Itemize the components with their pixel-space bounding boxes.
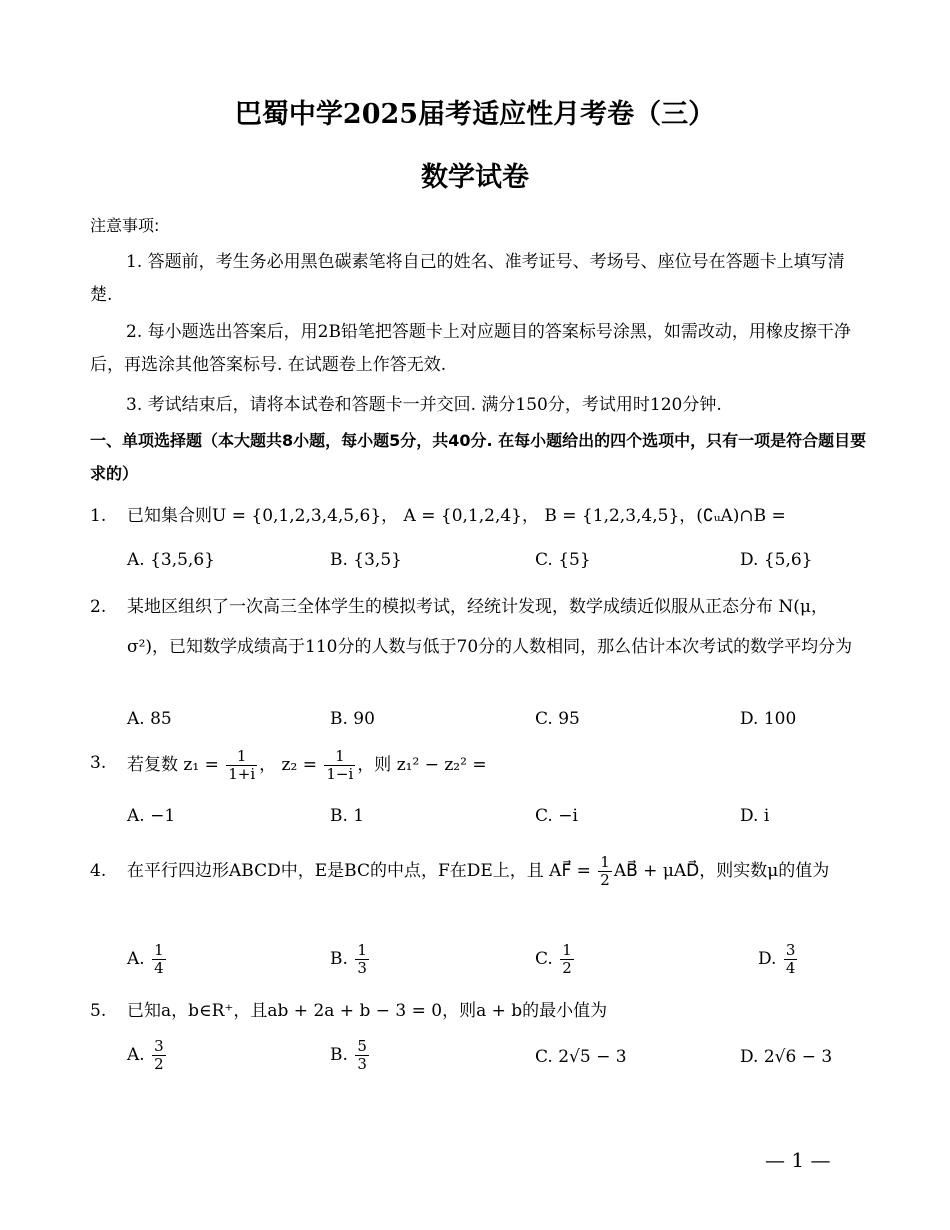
q2-option-c: C. 95: [535, 709, 580, 729]
question-number: 4.: [90, 861, 107, 881]
q3-option-a: A. −1: [127, 806, 176, 826]
question-number: 2.: [90, 597, 107, 617]
note-2: 2. 每小题选出答案后，用2B铅笔把答题卡上对应题目的答案标号涂黑，如需改动，用橡皮擦干净后，再选涂其他答案标号. 在试题卷上作答无效.: [90, 322, 851, 375]
question-text: 已知a，b∈R⁺，且ab + 2a + b − 3 = 0，则a + b的最小值为: [127, 1001, 608, 1021]
q1-option-d: D. {5,6}: [740, 550, 813, 570]
question-number: 1.: [90, 506, 107, 526]
q2-option-a: A. 85: [127, 709, 172, 729]
q4-option-a: A. $\frac{1}{4}$: [127, 941, 164, 977]
note-3: 3. 考试结束后，请将本试卷和答题卡一并交回. 满分150分，考试用时120分钟.: [126, 395, 722, 415]
q5-option-d: D. 2√6 − 3: [740, 1047, 833, 1067]
q1-option-b: B. {3,5}: [330, 550, 402, 570]
notes-heading: 注意事项:: [90, 216, 160, 235]
exam-title: 巴蜀中学2025届考适应性月考卷（三）: [234, 99, 716, 130]
note-1: 1. 答题前，考生务必用黑色碳素笔将自己的姓名、准考证号、考场号、座位号在答题卡上填写清楚.: [90, 252, 845, 305]
question-text: 在平行四边形ABCD中，E是BC的中点，F在DE上，且 AF⃗ = $\frac{1}{2}$ AB⃗ + μAD⃗，则实数μ的值为: [127, 853, 830, 889]
fraction: $\frac{1}{2}$: [600, 853, 610, 889]
q4-option-d: D. $\frac{3}{4}$: [758, 941, 796, 977]
exam-subtitle: 数学试卷: [421, 162, 529, 193]
question-text: 若复数 z₁ = $\frac{1}{1+i}$ ， z₂ = $\frac{1}{1-i}$ ，则 z₁² − z₂² =: [127, 747, 487, 783]
section-heading: 一、单项选择题（本大题共8小题，每小题5分，共40分. 在每小题给出的四个选项中，只有一项是符合题目要求的）: [90, 431, 867, 483]
fraction: $\frac{1}{1-i}$: [326, 747, 354, 783]
question-number: 5.: [90, 1001, 107, 1021]
q5-option-b: B. $\frac{5}{3}$: [330, 1037, 367, 1073]
q5-option-c: C. 2√5 − 3: [535, 1047, 627, 1067]
q2-option-d: D. 100: [740, 709, 797, 729]
q1-option-a: A. {3,5,6}: [127, 550, 215, 570]
q2-option-b: B. 90: [330, 709, 375, 729]
question-text: 某地区组织了一次高三全体学生的模拟考试，经统计发现，数学成绩近似服从正态分布 N(μ， σ²)，已知数学成绩高于110分的人数与低于70分的人数相同，那么估计本次考试的数学平均分为: [127, 597, 853, 657]
q4-option-b: B. $\frac{1}{3}$: [330, 941, 367, 977]
q3-option-c: C. −i: [535, 806, 578, 826]
fraction: $\frac{1}{1+i}$: [228, 747, 256, 783]
q1-option-c: C. {5}: [535, 550, 591, 570]
question-number: 3.: [90, 753, 107, 773]
question-text: 已知集合则U = {0,1,2,3,4,5,6}， A = {0,1,2,4}， B = {1,2,3,4,5}，(∁ᵤA)∩B =: [127, 506, 786, 526]
q3-option-d: D. i: [740, 806, 770, 826]
q5-option-a: A. $\frac{3}{2}$: [127, 1037, 164, 1073]
q3-option-b: B. 1: [330, 806, 365, 826]
q4-option-c: C. $\frac{1}{2}$: [535, 941, 572, 977]
page-number: — 1 —: [765, 1148, 831, 1172]
